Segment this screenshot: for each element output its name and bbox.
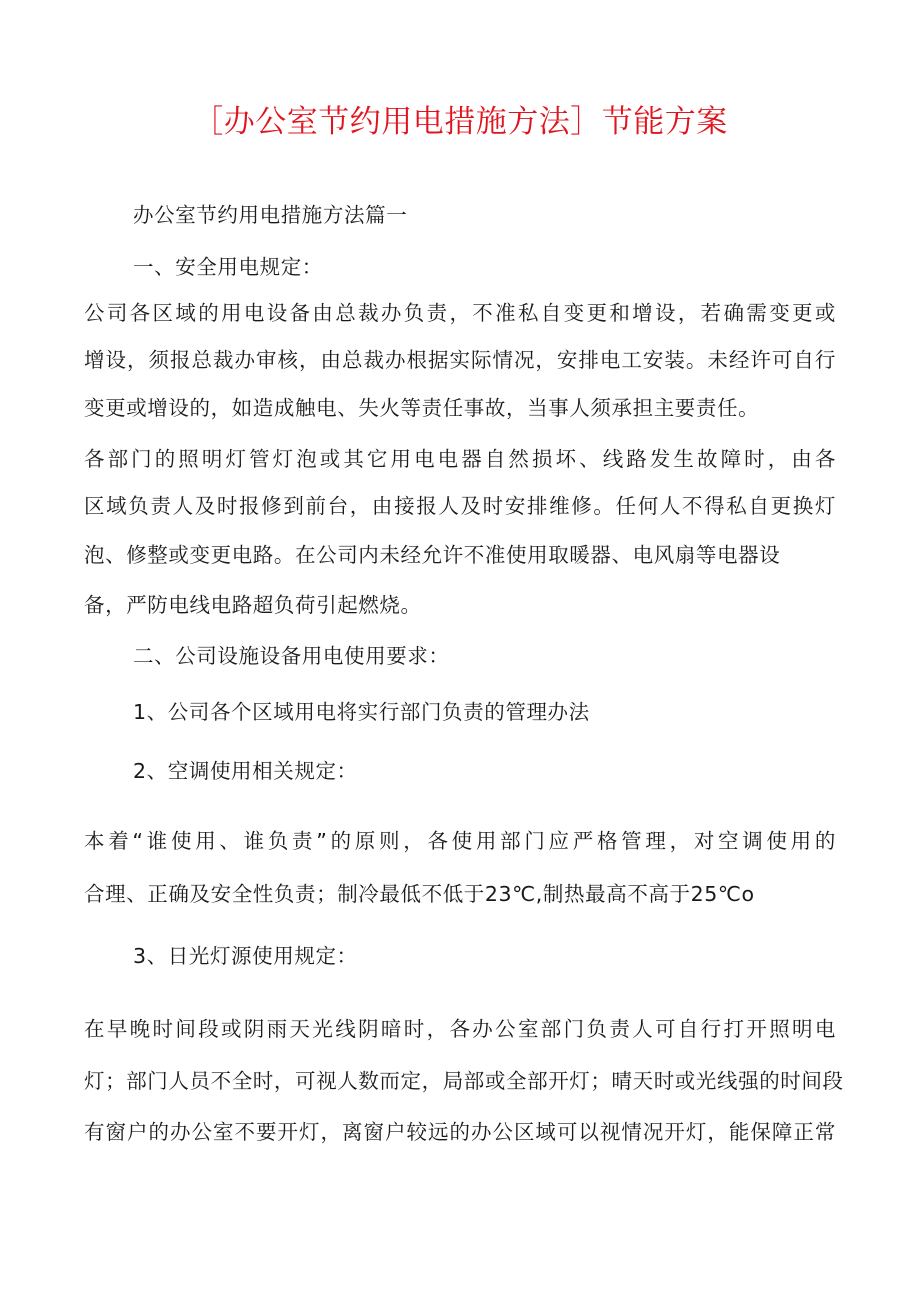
paragraph-line: 备，严防电线电路超负荷引起燃烧。 — [84, 593, 422, 617]
section-heading: 办公室节约用电措施方法篇一 — [133, 203, 408, 227]
paragraph-line: 泡、修整或变更电路。在公司内未经允许不准使用取暖器、电风扇等电器设 — [84, 543, 781, 567]
paragraph-line: 合理、正确及安全性负责；制冷最低不低于23℃,制热最高不高于25℃o — [84, 882, 755, 906]
paragraph-line: 各部门的照明灯管灯泡或其它用电电器自然损坏、线路发生故障时，由各 — [84, 447, 836, 471]
numbered-item: 1、公司各个区域用电将实行部门负责的管理办法 — [133, 700, 590, 724]
paragraph-line: 灯；部门人员不全时，可视人数而定，局部或全部开灯；晴天时或光线强的时间段 — [84, 1069, 844, 1093]
subheading-facility-requirements: 二、公司设施设备用电使用要求： — [133, 644, 450, 668]
numbered-item: 3、日光灯源使用规定： — [133, 944, 358, 968]
paragraph-line: 公司各区域的用电设备由总裁办负责，不准私自变更和增设，若确需变更或 — [84, 301, 836, 325]
numbered-item: 2、空调使用相关规定： — [133, 759, 358, 783]
paragraph-line: 在早晚时间段或阴雨天光线阴暗时，各办公室部门负责人可自行打开照明电 — [84, 1017, 836, 1041]
paragraph-line: 变更或增设的，如造成触电、失火等责任事故，当事人须承担主要责任。 — [84, 396, 760, 420]
paragraph-line: 增设，须报总裁办审核，由总裁办根据实际情况，安排电工安装。未经许可自行 — [84, 348, 836, 372]
subheading-safety-rules: 一、安全用电规定： — [133, 255, 323, 279]
paragraph-line: 本着“谁使用、谁负责”的原则，各使用部门应严格管理，对空调使用的 — [84, 829, 836, 853]
paragraph-line: 区域负责人及时报修到前台，由接报人及时安排维修。任何人不得私自更换灯 — [84, 494, 836, 518]
document-title: ［办公室节约用电措施方法］节能方案 — [192, 104, 728, 140]
paragraph-line: 有窗户的办公室不要开灯，离窗户较远的办公区域可以视情况开灯，能保障正常 — [84, 1120, 836, 1144]
